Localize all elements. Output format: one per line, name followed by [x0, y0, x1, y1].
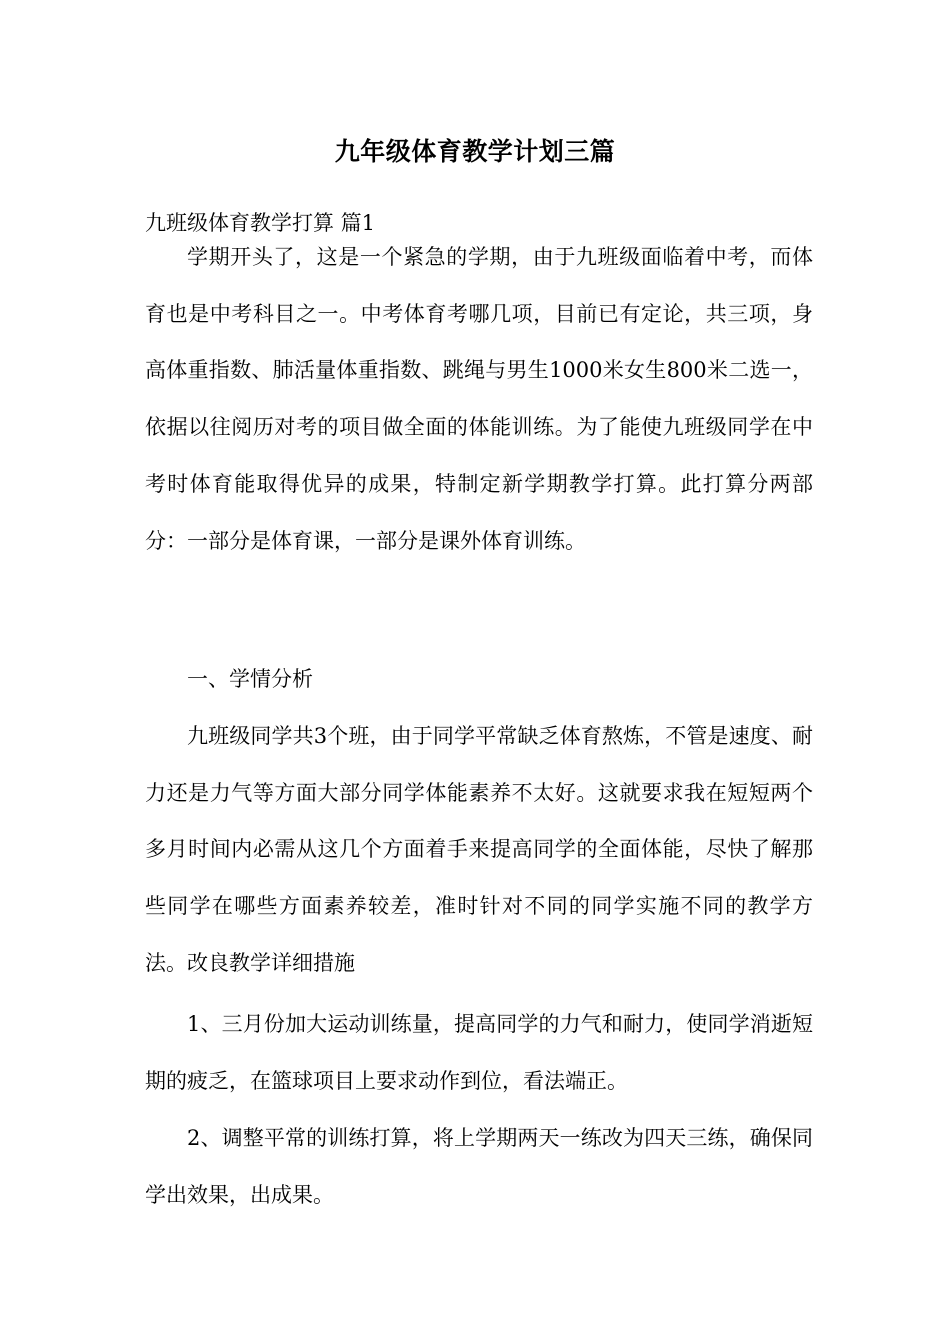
document-title: 九年级体育教学计划三篇	[334, 137, 616, 166]
paragraph-measure-2: 2、调整平常的训练打算，将上学期两天一练改为四天三练，确保同学出效果，出成果。	[145, 1126, 813, 1207]
paragraph-measure-1: 1、三月份加大运动训练量，提高同学的力气和耐力，使同学消逝短期的疲乏，在篮球项目上要求动作到位，看法端正。	[145, 1012, 813, 1093]
paragraph-analysis: 九班级同学共3个班，由于同学平常缺乏体育熬炼，不管是速度、耐力还是力气等方面大部分同学体能素养不太好。这就要求我在短短两个多月时间内必需从这几个方面着手来提高同学的全面体能，尽快了解那些同学在哪些方面素养较差，准时针对不同的同学实施不同的教学方法。改良教学详细措施	[145, 724, 813, 975]
section-heading: 九班级体育教学打算 篇1	[145, 211, 376, 235]
paragraph-subheading-analysis: 一、学情分析	[187, 667, 313, 691]
paragraph-intro: 学期开头了，这是一个紧急的学期，由于九班级面临着中考，而体育也是中考科目之一。中考体育考哪几项，目前已有定论，共三项，身高体重指数、肺活量体重指数、跳绳与男生1000米女生800米二选一，依据以往阅历对考的项目做全面的体能训练。为了能使九班级同学在中考时体育能取得优异的成果，特制定新学期教学打算。此打算分两部分：一部分是体育课，一部分是课外体育训练。	[145, 245, 813, 553]
